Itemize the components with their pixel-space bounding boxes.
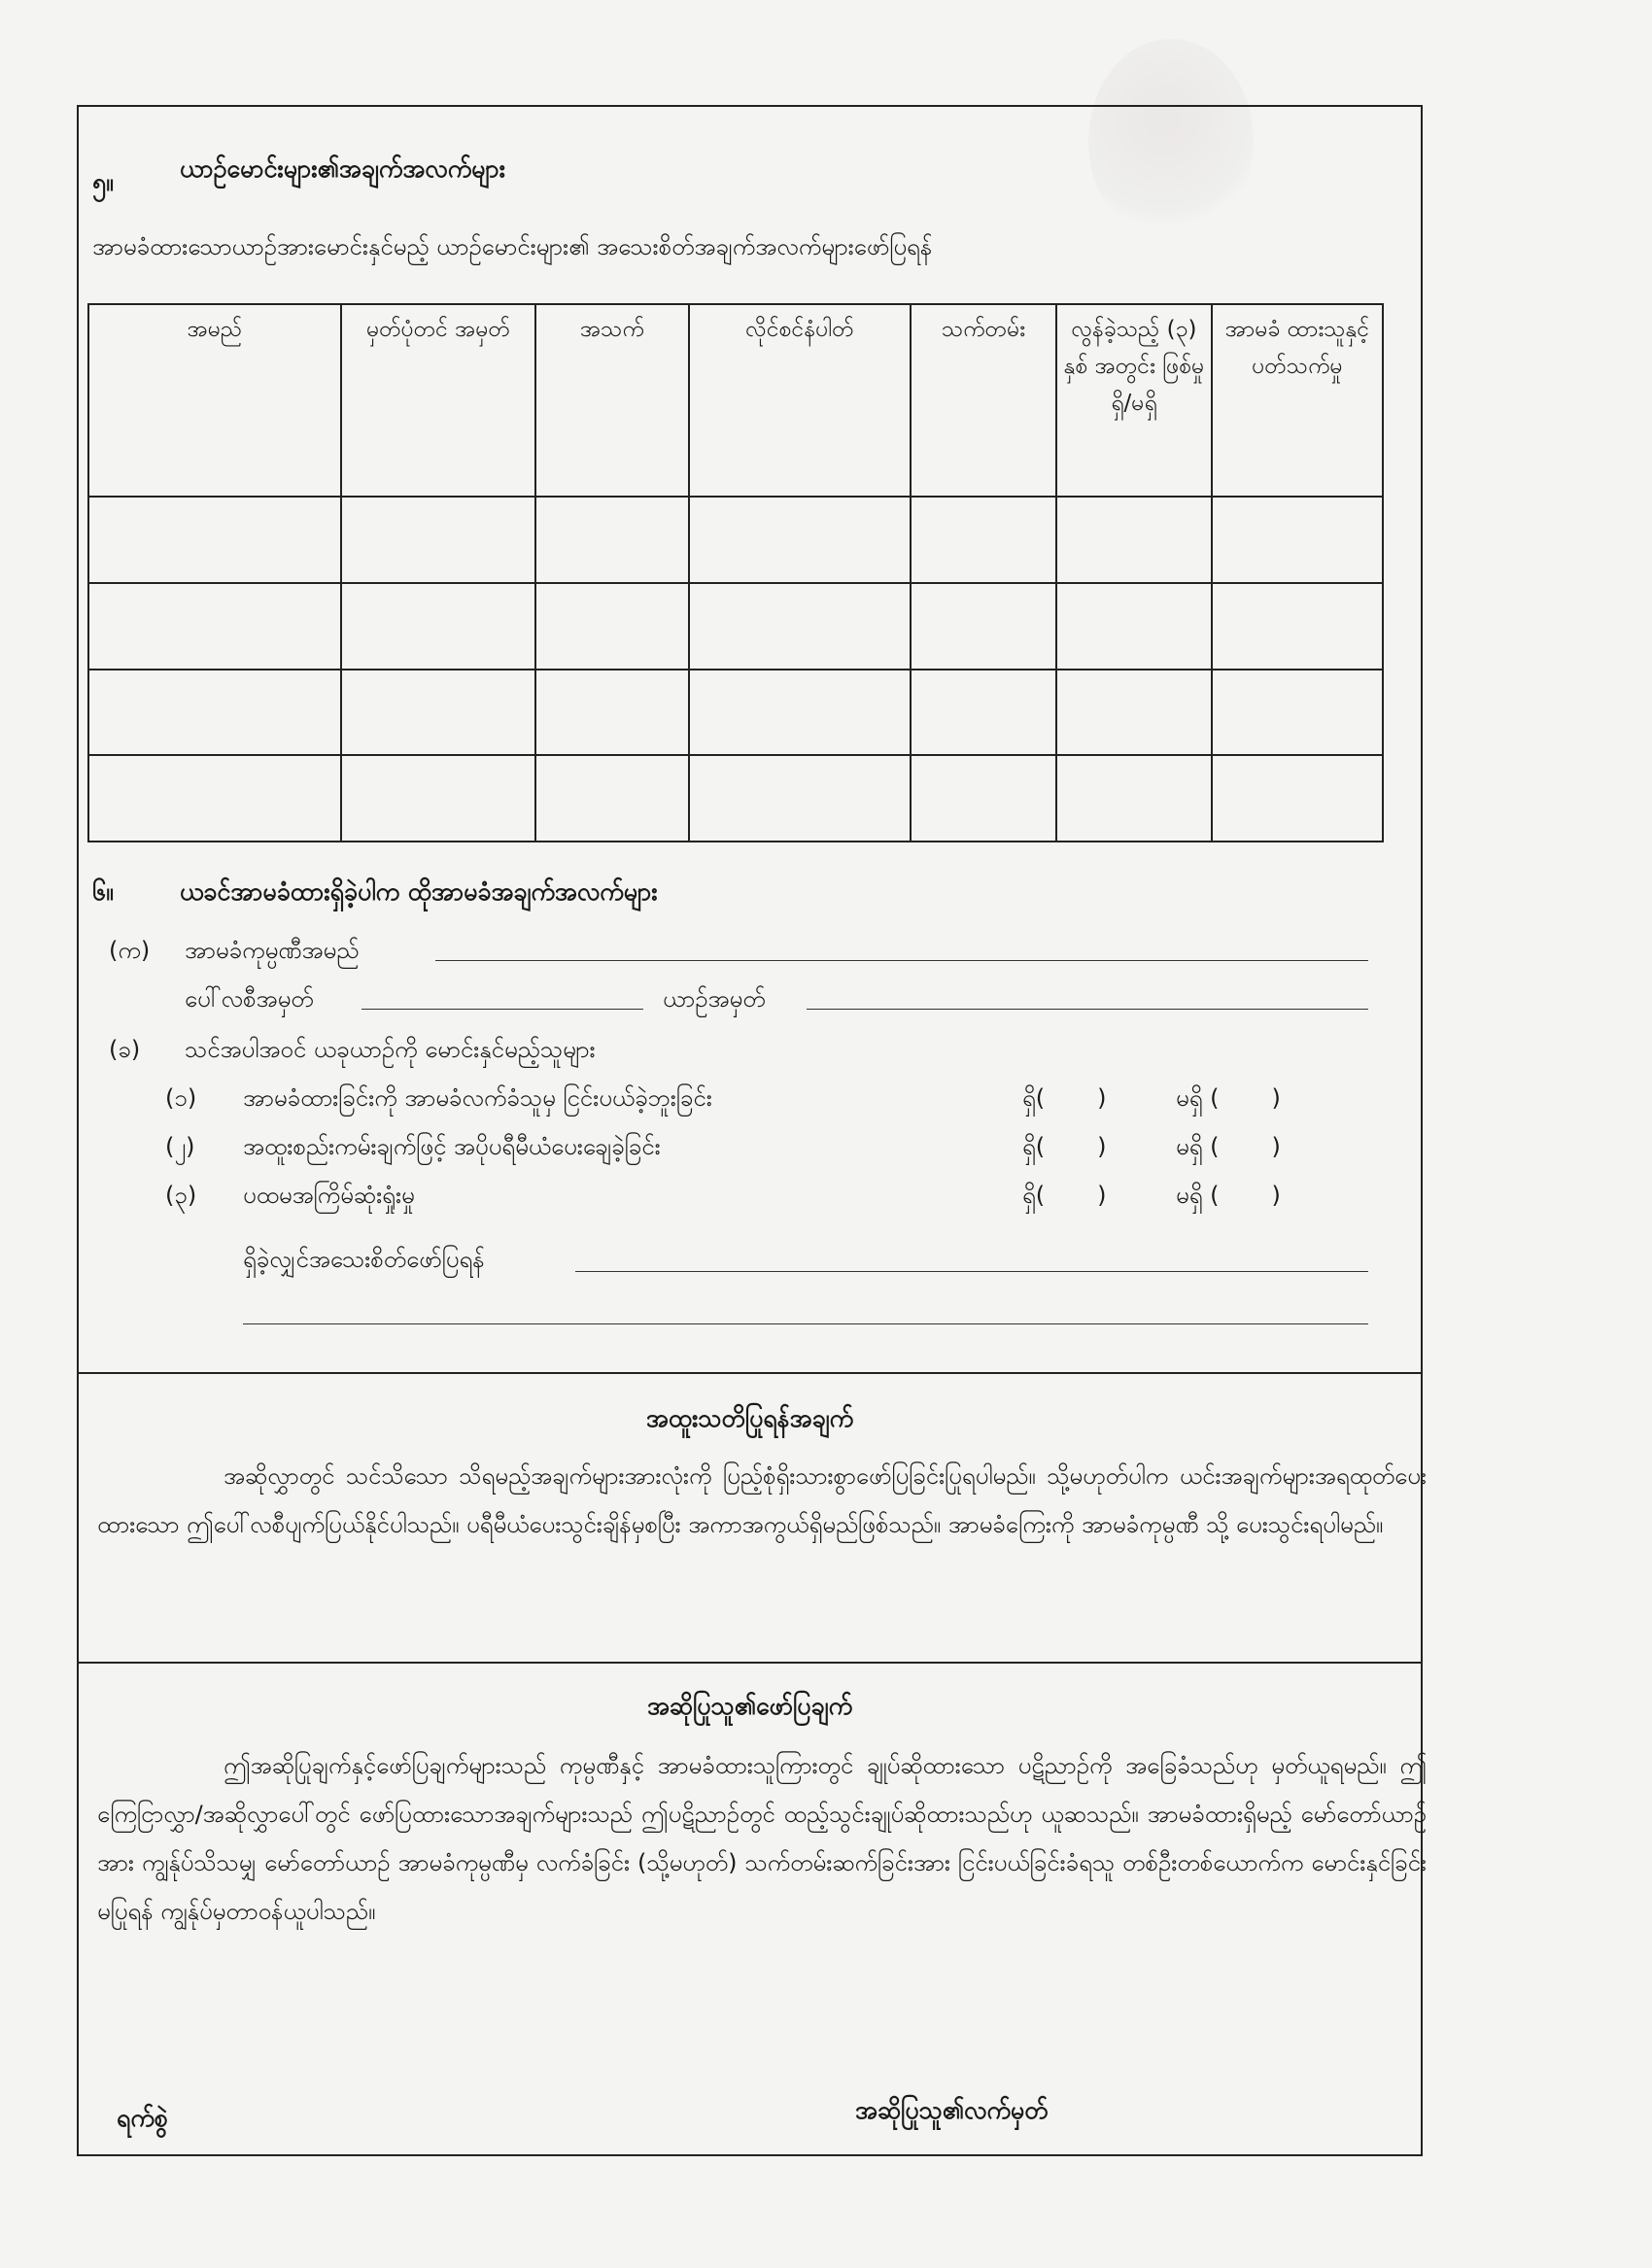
- section6-a-label: (က): [109, 937, 151, 964]
- table-cell[interactable]: [535, 497, 689, 583]
- vehicle-number-field[interactable]: [807, 1009, 1368, 1010]
- table-cell[interactable]: [1212, 670, 1383, 756]
- table-row: [88, 670, 1383, 756]
- table-cell[interactable]: [88, 583, 341, 670]
- col-relation-header: အာမခံ ထားသူနှင့် ပတ်သက်မှု: [1212, 304, 1383, 497]
- item3-yes-checkbox[interactable]: [1022, 1180, 1107, 1211]
- section6-b-label: (ခ): [109, 1036, 141, 1063]
- item2-no-close: ): [1271, 1133, 1281, 1160]
- table-cell[interactable]: [689, 497, 911, 583]
- item1-text: အာမခံထားခြင်းကို အာမခံလက်ခံသူမှ ငြင်းပယ်ခဲ့ဘူးခြင်း: [243, 1084, 712, 1112]
- item1-yes-close: ): [1097, 1084, 1107, 1112]
- drivers-table: [87, 303, 1384, 842]
- policy-number-field[interactable]: [361, 1009, 643, 1010]
- insurer-name-field[interactable]: [435, 960, 1368, 961]
- item2-no-label: မရှိ (: [1176, 1133, 1220, 1160]
- col-name-header: အမည်: [88, 304, 341, 497]
- item3-yes-close: ): [1097, 1182, 1107, 1209]
- section5-instruction: အာမခံထားသောယာဉ်အားမောင်းနှင်မည့် ယာဉ်မောင်းများ၏ အသေးစိတ်အချက်အလက်များဖော်ပြရန်: [92, 233, 933, 260]
- table-cell[interactable]: [1056, 755, 1212, 842]
- table-cell[interactable]: [88, 755, 341, 842]
- table-row: [88, 583, 1383, 670]
- item1-no-close: ): [1271, 1084, 1281, 1112]
- notice-body: အဆိုလွှာတွင် သင်သိသော သိရမည့်အချက်များအားလုံးကို ပြည့်စုံရှိးသားစွာဖော်ပြခြင်းပြုရပါမည်။ သို့မဟုတ်ပါက ယင်းအချက်များအရထုတ်ပေးထားသော ဤပေါ်လစီပျက်ပြယ်နိုင်ပါသည်။ ပရီမီယံပေးသွင်းချိန်မှစပြီး အကာအကွယ်ရှိမည်ဖြစ်သည်။ အာမခံကြေးကို အာမခံကုမ္ပဏီ သို့ ပေးသွင်းရပါမည်။: [97, 1462, 1427, 1538]
- item1-number: (၁): [165, 1084, 197, 1112]
- table-cell[interactable]: [88, 670, 341, 756]
- table-row: [88, 497, 1383, 583]
- item1-yes-label: ရှိ(: [1022, 1084, 1046, 1112]
- item1-no-checkbox[interactable]: [1176, 1082, 1281, 1114]
- item3-no-checkbox[interactable]: [1176, 1180, 1281, 1211]
- insurer-name-label: အာမခံကုမ္ပဏီအမည်: [185, 937, 360, 964]
- table-cell[interactable]: [689, 583, 911, 670]
- table-cell[interactable]: [341, 497, 535, 583]
- date-label: ရက်စွဲ: [117, 2104, 168, 2132]
- col-accident-header: လွန်ခဲ့သည့် (၃) နှစ် အတွင်း ဖြစ်မှုရှိ/မရှိ: [1056, 304, 1212, 497]
- table-cell[interactable]: [689, 670, 911, 756]
- table-cell[interactable]: [341, 583, 535, 670]
- table-cell[interactable]: [689, 755, 911, 842]
- section5-number: ၅။: [92, 168, 114, 196]
- table-cell[interactable]: [1212, 497, 1383, 583]
- col-nrc-header: မှတ်ပုံတင် အမှတ်: [341, 304, 535, 497]
- notice-title: အထူးသတိပြုရန်အချက်: [645, 1404, 854, 1432]
- table-cell[interactable]: [911, 583, 1056, 670]
- table-cell[interactable]: [1056, 583, 1212, 670]
- section6-b-text: သင်အပါအဝင် ယခုယာဉ်ကို မောင်းနှင်မည့်သူများ: [185, 1036, 596, 1063]
- table-cell[interactable]: [341, 755, 535, 842]
- table-cell[interactable]: [535, 755, 689, 842]
- table-cell[interactable]: [341, 670, 535, 756]
- detail-label: ရှိခဲ့လျှင်အသေးစိတ်ဖော်ပြရန်: [243, 1246, 485, 1273]
- item3-yes-label: ရှိ(: [1022, 1182, 1046, 1209]
- item2-no-checkbox[interactable]: [1176, 1131, 1281, 1162]
- col-age-header: အသက်: [535, 304, 689, 497]
- declaration-body: ဤအဆိုပြုချက်နှင့်ဖော်ပြချက်များသည် ကုမ္ပဏီနှင့် အာမခံထားသူကြားတွင် ချုပ်ဆိုထားသော ပဋိညာဉ်ကို အခြေခံသည်ဟု မှတ်ယူရမည်။ ဤကြေငြာလွှာ/အဆိုလွှာပေါ်တွင် ဖော်ပြထားသောအချက်များသည် ဤပဋိညာဉ်တွင် ထည့်သွင်းချုပ်ဆိုထားသည်ဟု ယူဆသည်။ အာမခံထားရှိမည့် မော်တော်ယာဉ်အား ကျွန်ုပ်သိသမျှ မော်တော်ယာဉ် အာမခံကုမ္ပဏီမှ လက်ခံခြင်း (သို့မဟုတ်) သက်တမ်းဆက်ခြင်းအား ငြင်းပယ်ခြင်းခံရသူ တစ်ဦးတစ်ယောက်က မောင်းနှင်ခြင်းမပြုရန် ကျွန်ုပ်မှတာဝန်ယူပါသည်။: [97, 1752, 1427, 1925]
- detail-field-line1[interactable]: [575, 1271, 1368, 1272]
- table-cell[interactable]: [88, 497, 341, 583]
- table-cell[interactable]: [1212, 583, 1383, 670]
- table-cell[interactable]: [911, 497, 1056, 583]
- item2-text: အထူးစည်းကမ်းချက်ဖြင့် အပိုပရီမီယံပေးချေခဲ့ခြင်း: [243, 1133, 661, 1160]
- table-cell[interactable]: [1212, 755, 1383, 842]
- detail-field-line2[interactable]: [243, 1323, 1368, 1324]
- policy-number-label: ပေါ်လစီအမှတ်: [185, 985, 314, 1013]
- col-license-header: လိုင်စင်နံပါတ်: [689, 304, 911, 497]
- table-row: [88, 755, 1383, 842]
- table-cell[interactable]: [911, 670, 1056, 756]
- item2-number: (၂): [165, 1133, 195, 1160]
- item1-no-label: မရှိ (: [1176, 1084, 1220, 1112]
- table-header-row: [88, 304, 1383, 497]
- item3-no-close: ): [1271, 1182, 1281, 1209]
- table-cell[interactable]: [1056, 670, 1212, 756]
- table-cell[interactable]: [911, 755, 1056, 842]
- declaration-title: အဆိုပြုသူ၏ဖော်ပြချက်: [646, 1692, 853, 1720]
- section6-title: ယခင်အာမခံထားရှိခဲ့ပါက ထိုအာမခံအချက်အလက်များ: [180, 877, 658, 906]
- item3-text: ပထမအကြိမ်ဆုံးရှုံးမှု: [243, 1182, 415, 1209]
- col-validity-header: သက်တမ်း: [911, 304, 1056, 497]
- item2-yes-close: ): [1097, 1133, 1107, 1160]
- item1-yes-checkbox[interactable]: [1022, 1082, 1107, 1114]
- item3-no-label: မရှိ (: [1176, 1182, 1220, 1209]
- table-cell[interactable]: [535, 670, 689, 756]
- section6-number: ၆။: [92, 877, 114, 906]
- table-cell[interactable]: [1056, 497, 1212, 583]
- table-cell[interactable]: [535, 583, 689, 670]
- item2-yes-label: ရှိ(: [1022, 1133, 1046, 1160]
- signature-label: အဆိုပြုသူ၏လက်မှတ်: [855, 2096, 1049, 2124]
- section5-title: ယာဉ်မောင်းများ၏အချက်အလက်များ: [180, 155, 506, 183]
- item3-number: (၃): [165, 1182, 197, 1209]
- declaration-divider: [77, 1662, 1423, 1664]
- vehicle-number-label: ယာဉ်အမှတ်: [663, 985, 766, 1013]
- notice-divider: [77, 1372, 1423, 1374]
- item2-yes-checkbox[interactable]: [1022, 1131, 1107, 1162]
